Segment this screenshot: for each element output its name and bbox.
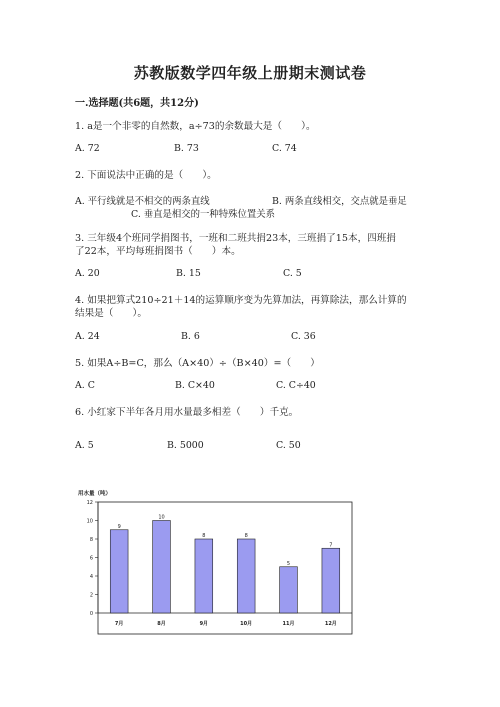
question-4-stem-line-1: 4. 如果把算式210÷21＋14的运算顺序变为先算加法，再算除法，那么计算的 xyxy=(75,295,407,306)
section-heading: 一.选择题(共6题，共12分) xyxy=(75,98,199,109)
question-6-option-a: A. 5 xyxy=(75,440,94,451)
y-tick-label: 6 xyxy=(89,555,93,562)
bar xyxy=(322,548,340,613)
question-5-option-a: A. C xyxy=(75,380,95,391)
question-1-option-b: B. 73 xyxy=(174,143,199,154)
question-1-option-c: C. 74 xyxy=(272,143,297,154)
x-category-label: 8月 xyxy=(157,621,166,627)
bar xyxy=(110,530,128,613)
question-4-option-b: B. 6 xyxy=(181,331,200,342)
question-2-option-b: B. 两条直线相交，交点就是垂足 xyxy=(272,196,407,207)
question-5-option-b: B. C×40 xyxy=(175,380,215,391)
question-5-stem: 5. 如果A÷B=C，那么（A×40）÷（B×40）=（ ） xyxy=(75,358,320,369)
y-tick-label: 12 xyxy=(86,500,93,506)
chart-y-axis-label: 用水量（吨） xyxy=(78,491,112,497)
bar xyxy=(280,567,298,613)
question-1-stem: 1. a是一个非零的自然数，a÷73的余数最大是（ ）。 xyxy=(75,121,316,132)
page-title: 苏教版数学四年级上册期末测试卷 xyxy=(133,64,367,82)
question-6-option-c: C. 50 xyxy=(276,440,301,451)
x-category-label: 7月 xyxy=(114,621,124,627)
x-category-label: 10月 xyxy=(240,621,253,627)
bar xyxy=(195,539,213,613)
question-4-option-c: C. 36 xyxy=(291,331,316,342)
question-6-option-b: B. 5000 xyxy=(167,440,204,451)
question-2-option-a: A. 平行线就是不相交的两条直线 xyxy=(75,196,210,207)
question-1-option-a: A. 72 xyxy=(75,143,100,154)
y-tick-label: 4 xyxy=(89,574,93,580)
question-3-option-b: B. 15 xyxy=(176,268,201,279)
x-category-label: 9月 xyxy=(199,621,209,627)
bar-data-label: 7 xyxy=(329,542,333,549)
x-category-label: 12月 xyxy=(324,621,337,627)
y-tick-label: 10 xyxy=(86,518,93,525)
question-4-option-a: A. 24 xyxy=(75,331,100,342)
chart-frame xyxy=(98,502,352,634)
bar xyxy=(153,521,171,614)
question-6-stem: 6. 小红家下半年各月用水量最多相差（ ）千克。 xyxy=(75,407,299,418)
bar-data-label: 8 xyxy=(244,533,248,539)
bar-data-label: 8 xyxy=(202,533,206,539)
question-3-stem-line-2: 了22本，平均每班捐图书（ ）本。 xyxy=(75,246,241,257)
question-2-stem: 2. 下面说法中正确的是（ ）。 xyxy=(75,170,217,181)
question-3-stem-line-1: 3. 三年级4个班同学捐图书，一班和二班共捐23本，三班捐了15本，四班捐 xyxy=(75,233,396,244)
question-2-option-c: C. 垂直是相交的一种特殊位置关系 xyxy=(131,209,276,220)
bar-data-label: 10 xyxy=(158,514,165,521)
question-4-stem-line-2: 结果是（ ）。 xyxy=(75,308,147,319)
question-5-option-c: C. C÷40 xyxy=(276,380,316,391)
water-usage-bar-chart xyxy=(0,480,500,640)
bar-data-label: 9 xyxy=(117,523,121,530)
bar xyxy=(237,539,255,613)
x-category-label: 11月 xyxy=(282,621,295,627)
y-tick-label: 8 xyxy=(89,537,93,543)
question-3-option-a: A. 20 xyxy=(75,268,100,279)
y-tick-label: 2 xyxy=(89,592,93,599)
question-3-option-c: C. 5 xyxy=(283,268,302,279)
bar-data-label: 5 xyxy=(286,560,291,567)
y-tick-label: 0 xyxy=(89,611,93,617)
